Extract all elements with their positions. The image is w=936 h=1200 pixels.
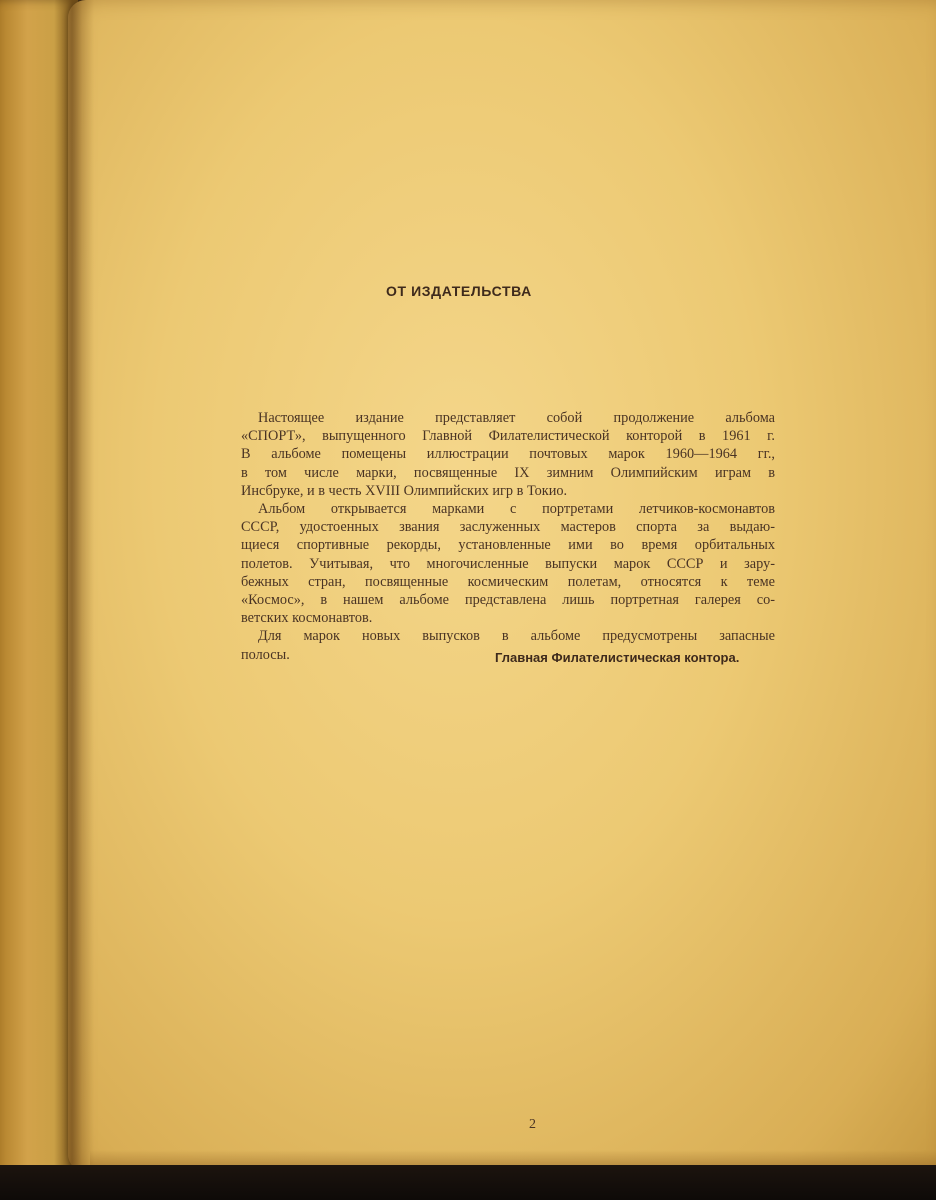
text-line: Инсбруке, и в честь XVIII Олимпийских игр в Токио. bbox=[241, 482, 568, 499]
text-line: В альбоме помещены иллюстрации почтовых марок 1960—1964 гг., bbox=[241, 446, 775, 463]
publisher-note-body bbox=[241, 409, 775, 664]
text-line: бежных стран, посвященные космическим полетам, относятся к теме bbox=[241, 573, 775, 590]
paragraph-1 bbox=[241, 409, 775, 500]
signature: Главная Филателистическая контора. bbox=[495, 650, 740, 665]
text-line: Альбом открывается марками с портретами летчиков-космонавтов bbox=[258, 501, 775, 518]
text-line: «СПОРТ», выпущенного Главной Филателистической конторой в 1961 г. bbox=[241, 428, 775, 445]
text-line: полосы. bbox=[241, 646, 290, 663]
text-line: Настоящее издание представляет собой продолжение альбома bbox=[258, 410, 775, 426]
text-line: в том числе марки, посвященные IX зимним Олимпийским играм в bbox=[241, 464, 775, 481]
text-line: СССР, удостоенных звания заслуженных мастеров спорта за выдаю- bbox=[241, 519, 775, 536]
text-line: щиеся спортивные рекорды, установленные ими во время орбитальных bbox=[241, 537, 775, 554]
page-number: 2 bbox=[529, 1117, 536, 1132]
page-title: ОТ ИЗДАТЕЛЬСТВА bbox=[386, 283, 532, 299]
background-surface bbox=[0, 1165, 936, 1200]
text-line: Для марок новых выпусков в альбоме предусмотрены запасные bbox=[258, 628, 775, 645]
paragraph-2 bbox=[241, 500, 775, 627]
page-gutter bbox=[54, 0, 94, 1200]
text-line: полетов. Учитывая, что многочисленные выпуски марок СССР и зару- bbox=[241, 555, 775, 572]
text-line: ветских космонавтов. bbox=[241, 610, 373, 627]
text-line: «Космос», в нашем альбоме представлена лишь портретная галерея со- bbox=[241, 592, 775, 609]
